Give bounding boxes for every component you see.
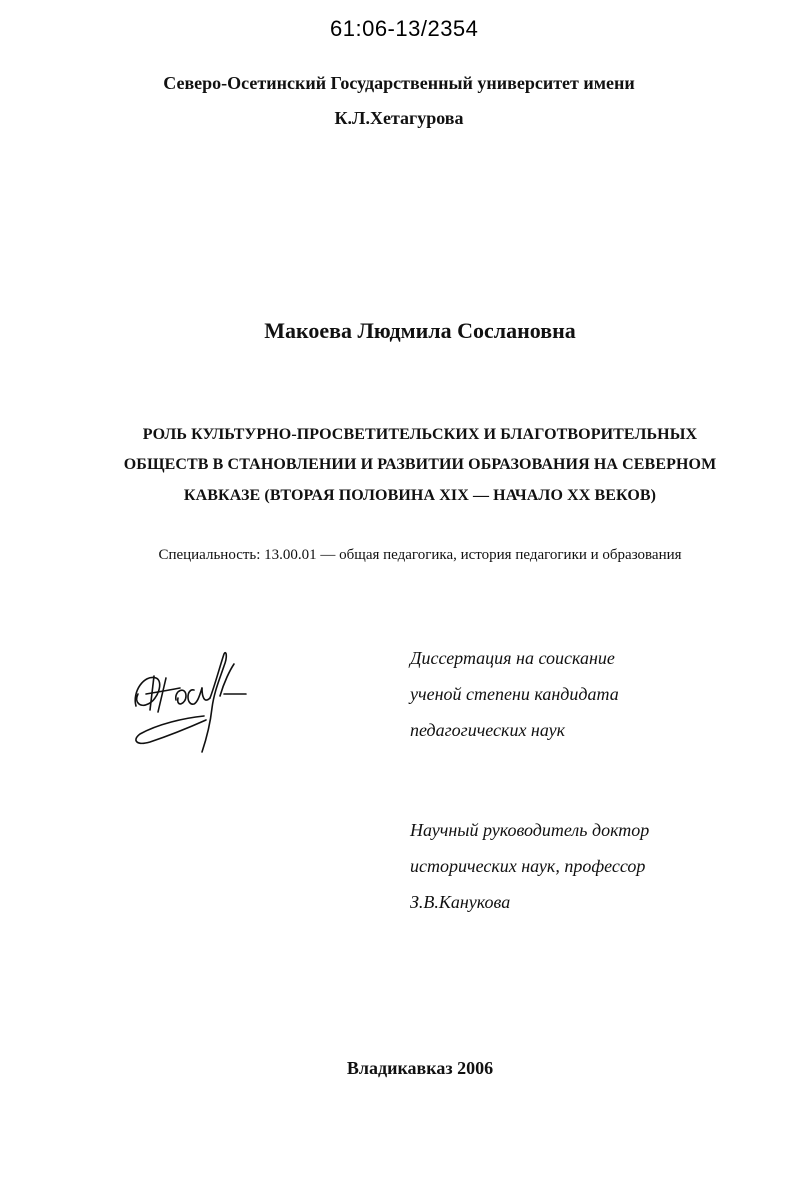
supervisor-line2: исторических наук, профессор xyxy=(410,856,646,876)
dissertation-line1: Диссертация на соискание xyxy=(410,648,615,668)
supervisor-info-block xyxy=(410,812,649,920)
city-and-year: Владикавказ 2006 xyxy=(346,1058,494,1078)
supervisor-name: З.В.Канукова xyxy=(410,892,511,912)
dissertation-line3: педагогических наук xyxy=(410,720,566,740)
thesis-title-line2: ОБЩЕСТВ В СТАНОВЛЕНИИ И РАЗВИТИИ ОБРАЗОВАНИЯ НА СЕВЕРНОМ xyxy=(123,456,717,473)
supervisor-line1: Научный руководитель доктор xyxy=(410,820,650,840)
university-name-line1: Северо-Осетинский Государственный университет имени xyxy=(163,73,635,93)
thesis-title-line3: КАВКАЗЕ (ВТОРАЯ ПОЛОВИНА XIX — НАЧАЛО XX ВЕКОВ) xyxy=(183,487,657,504)
thesis-title-line1: РОЛЬ КУЛЬТУРНО-ПРОСВЕТИТЕЛЬСКИХ И БЛАГОТВОРИТЕЛЬНЫХ xyxy=(142,426,698,443)
university-name-line2: К.Л.Хетагурова xyxy=(334,108,464,128)
author-name: Макоева Людмила Сослановна xyxy=(264,318,576,343)
dissertation-info-block xyxy=(410,640,619,748)
archive-stamp-number: 61:06-13/2354 xyxy=(330,16,479,41)
specialty-line: Специальность: 13.00.01 — общая педагогика, история педагогики и образования xyxy=(158,547,682,563)
dissertation-line2: ученой степени кандидата xyxy=(410,684,619,704)
handwritten-signature-icon xyxy=(128,648,268,758)
